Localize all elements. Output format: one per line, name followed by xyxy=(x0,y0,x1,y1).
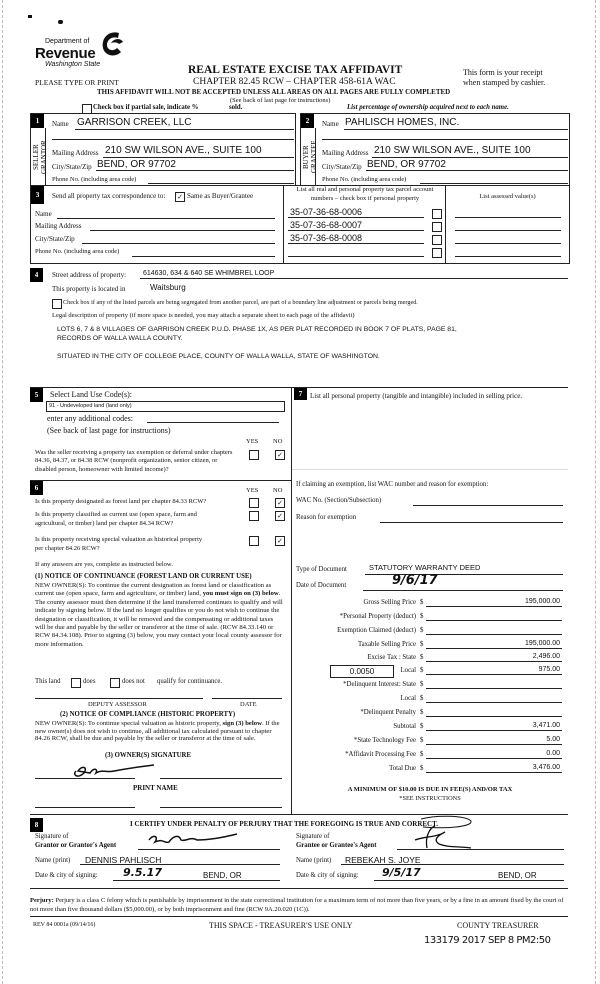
county-treasurer-label: COUNTY TREASURER xyxy=(457,921,539,930)
personal-property-label: List all personal property (tangible and intangible) included in selling price. xyxy=(310,392,523,400)
subtotal-label: Subtotal xyxy=(393,723,416,730)
processing-fee-value: 0.00 xyxy=(546,750,560,757)
scan-speck xyxy=(58,20,63,24)
parcel-field[interactable] xyxy=(288,217,424,218)
page-edge-right xyxy=(595,0,597,984)
section-number: 1 xyxy=(31,114,44,128)
minimum-due-note: A MINIMUM OF $10.00 IS DUE IN FEE(S) AND/OR TAX xyxy=(347,786,513,793)
dor-swoosh-icon xyxy=(99,30,125,58)
current-use-no-checkbox[interactable]: ✓ xyxy=(275,511,285,521)
delinquent-penalty-label: *Delinquent Penalty xyxy=(360,709,416,716)
forest-land-question: Is this property designated as forest land per chapter 84.33 RCW? xyxy=(35,498,207,505)
grantee-sig-label-1: Signature of xyxy=(296,833,330,840)
buyer-mailing-value: 210 SW WILSON AVE., SUITE 100 xyxy=(374,145,531,156)
segregated-label: Check box if any of the listed parcels are being segregated from another parcel, are part of a boundary line adjustment or parcels being merged. xyxy=(63,299,418,306)
grantee-date-label: Date & city of signing: xyxy=(296,872,359,879)
total-due-value: 3,476.00 xyxy=(532,764,560,771)
historic-question-2: per chapter 84.26 RCW? xyxy=(35,545,100,552)
currency-symbol: $ xyxy=(420,751,424,758)
corr-mailing-field[interactable] xyxy=(90,230,275,231)
form-warning: THIS AFFIDAVIT WILL NOT BE ACCEPTED UNLESS ALL AREAS ON ALL PAGES ARE FULLY COMPLETED xyxy=(97,88,451,96)
legal-desc-label: Legal description of property (if more space is needed, you may attach a separate sheet to each page of the affidavit) xyxy=(52,312,355,319)
gross-price-value: 195,000.00 xyxy=(524,598,560,605)
seller-side-tab xyxy=(31,128,46,185)
does-qualify-checkbox[interactable] xyxy=(71,678,81,688)
historic-yes-checkbox[interactable] xyxy=(249,536,259,546)
section-8-top xyxy=(30,814,568,815)
section-number: 2 xyxy=(301,114,314,128)
buyer-name-field[interactable] xyxy=(344,129,568,130)
form-title: REAL ESTATE EXCISE TAX AFFIDAVIT xyxy=(188,64,403,76)
grantee-name-label: Name (print) xyxy=(296,857,332,864)
section-6-top xyxy=(30,480,291,481)
delinquent-interest-state-label: *Delinquent Interest: State xyxy=(343,681,416,688)
no-header: NO xyxy=(273,487,283,494)
wac-field[interactable] xyxy=(413,505,563,506)
grantor-name-label: Name (print) xyxy=(35,857,71,864)
corr-city-field[interactable] xyxy=(82,243,275,244)
grantor-sig-label-1: Signature of xyxy=(35,833,69,840)
wac-label: WAC No. (Section/Subsection) xyxy=(296,497,382,504)
reason-field[interactable] xyxy=(380,522,563,523)
if-yes-note: If any answers are yes, complete as instructed below. xyxy=(35,561,173,568)
grantor-signature-field[interactable] xyxy=(138,849,280,850)
assessed-value-field[interactable] xyxy=(455,243,561,244)
footer-divider xyxy=(30,916,568,917)
assessed-value-field[interactable] xyxy=(455,217,561,218)
seller-name-line2[interactable] xyxy=(52,139,294,140)
buyer-city-field[interactable] xyxy=(366,170,568,171)
ownership-note: List percentage of ownership acquired next to each name. xyxy=(347,104,509,111)
currency-symbol: $ xyxy=(420,627,424,634)
buyer-phone-label: Phone No. (including area code) xyxy=(322,176,407,183)
seller-mailing-label: Mailing Address xyxy=(52,149,99,157)
currency-symbol: $ xyxy=(420,613,424,620)
this-land-label: This land xyxy=(35,678,61,685)
currency-symbol: $ xyxy=(420,709,424,716)
excise-local-label: Local xyxy=(400,667,416,674)
notice-continuance-title: (1) NOTICE OF CONTINUANCE (FOREST LAND OR CURRENT USE) xyxy=(35,573,252,580)
treasurer-use-only: THIS SPACE - TREASURER'S USE ONLY xyxy=(209,921,353,930)
grantor-signature-icon xyxy=(145,830,240,850)
land-use-value: 91 - Undeveloped land (land only) xyxy=(49,403,132,409)
certify-statement: I CERTIFY UNDER PENALTY OF PERJURY THAT THE FOREGOING IS TRUE AND CORRECT. xyxy=(130,820,439,828)
total-due-field[interactable] xyxy=(426,772,562,773)
form-id: REV 84 0001a (09/14/16) xyxy=(33,922,96,928)
legal-desc-line-1: LOTS 6, 7 & 8 VILLAGES OF GARRISON CREEK P.U.D. PHASE 1X, AS PER PLAT RECORDED IN BOOK 7 OF PLATS, PAGE 81, xyxy=(57,326,457,333)
buyer-city-label: City/State/Zip xyxy=(322,163,362,171)
corr-phone-field[interactable] xyxy=(132,256,275,257)
buyer-phone-field[interactable] xyxy=(420,183,568,184)
grantee-city-value: BEND, OR xyxy=(498,871,537,880)
exemption-question: Was the seller receiving a property tax exemption or deferral under chapters 84.36, 84.37, or 84.38 RCW (nonprofit organization, senior citizen, or disabled person, homeowner with limited income)? xyxy=(35,449,233,473)
parcel-number: 35-07-36-68-0007 xyxy=(290,220,363,230)
section-number: 4 xyxy=(30,268,43,282)
does-not-label: does not xyxy=(122,678,145,685)
no-header: NO xyxy=(273,438,283,445)
historic-question-1: Is this property receiving special valuation as historical property xyxy=(35,536,203,543)
exemption-claimed-label: Exemption Claimed (deduct) xyxy=(337,627,416,634)
date-label: DATE xyxy=(240,701,257,708)
assessed-header: List assessed value(s) xyxy=(479,193,536,200)
owner-signature-label: (3) OWNER(S) SIGNATURE xyxy=(105,752,191,759)
parcels-header-1: List all real and personal property tax parcel account xyxy=(296,186,434,193)
parcel-number: 35-07-36-68-0008 xyxy=(290,233,363,243)
processing-fee-label: *Affidavit Processing Fee xyxy=(345,751,416,758)
grantee-signature-icon xyxy=(405,822,475,852)
assessed-value-field[interactable] xyxy=(455,256,561,257)
buyer-name-line2[interactable] xyxy=(322,139,568,140)
receipt-note-2: when stamped by cashier. xyxy=(463,78,546,87)
currency-symbol: $ xyxy=(420,765,424,772)
personal-property-checkbox[interactable] xyxy=(432,222,442,232)
buyer-name-label: Name xyxy=(322,120,339,128)
divider xyxy=(283,186,284,263)
parcel-field[interactable] xyxy=(288,230,424,231)
treasurer-stamp: 133179 2017 SEP 8 PM2:50 xyxy=(424,935,551,946)
taxable-price-label: Taxable Selling Price xyxy=(357,641,416,648)
see-instructions-note: *SEE INSTRUCTIONS xyxy=(399,795,461,802)
reason-label: Reason for exemption xyxy=(296,514,357,521)
please-type-label: PLEASE TYPE OR PRINT xyxy=(35,78,119,87)
grantee-signature-field[interactable] xyxy=(397,849,564,850)
seller-side-label: SELLER GRANTOR xyxy=(32,140,48,174)
excise-state-label: Excise Tax : State xyxy=(367,654,416,661)
exemption-yes-checkbox[interactable] xyxy=(249,450,259,460)
yes-header: YES xyxy=(246,487,259,494)
street-address-label: Street address of property: xyxy=(52,271,127,279)
deputy-assessor-field[interactable] xyxy=(35,698,203,699)
tech-fee-label: *State Technology Fee xyxy=(353,737,416,744)
currency-symbol: $ xyxy=(420,667,424,674)
parcel-field[interactable] xyxy=(288,256,424,257)
tech-fee-value: 5.00 xyxy=(546,736,560,743)
partial-sale-label: Check box if partial sale, indicate % xyxy=(93,104,199,111)
excise-local-value: 975.00 xyxy=(538,666,560,673)
buyer-side-tab xyxy=(301,128,316,185)
does-not-qualify-checkbox[interactable] xyxy=(110,678,120,688)
see-back-instructions: (See back of last page for instructions) xyxy=(47,426,171,435)
personal-property-deduct-field[interactable] xyxy=(426,620,562,621)
yes-header: YES xyxy=(246,438,259,445)
corr-city-label: City/State/Zip xyxy=(35,235,75,243)
doc-date-label: Date of Document xyxy=(296,582,347,589)
grantee-name-value: REBEKAH S. JOYE xyxy=(345,855,421,865)
currency-symbol: $ xyxy=(420,641,424,648)
same-as-buyer-checkbox[interactable]: ✓ xyxy=(175,192,185,202)
excise-state-value: 2,496.00 xyxy=(532,653,560,660)
deputy-assessor-label: DEPUTY ASSESSOR xyxy=(88,701,147,708)
logo-dept-text: Department of xyxy=(45,38,90,45)
currency-symbol: $ xyxy=(420,737,424,744)
does-label: does xyxy=(83,678,96,685)
seller-mailing-field[interactable] xyxy=(103,157,294,158)
seller-name-value: GARRISON CREEK, LLC xyxy=(77,117,192,128)
current-use-question-2: agricultural, or timber) land per chapter 84.34 RCW? xyxy=(35,520,174,527)
seller-name-label: Name xyxy=(52,120,69,128)
grantor-date-label: Date & city of signing: xyxy=(35,872,98,879)
parcels-header-2: numbers – check box if personal property xyxy=(310,195,420,202)
grantee-date-field[interactable] xyxy=(374,880,564,881)
tech-fee-field[interactable] xyxy=(426,744,562,745)
doc-type-label: Type of Document xyxy=(296,566,347,573)
gross-price-label: Gross Selling Price xyxy=(363,599,416,606)
delinquent-penalty-field[interactable] xyxy=(426,716,562,717)
divider xyxy=(445,186,446,263)
corr-phone-label: Phone No. (including area code) xyxy=(35,248,120,255)
seller-mailing-value: 210 SW WILSON AVE., SUITE 100 xyxy=(105,145,262,156)
assessed-value-field[interactable] xyxy=(455,230,561,231)
seller-name-field[interactable] xyxy=(75,129,294,130)
perjury-notice: Perjury: Perjury is a class C felony which is punishable by imprisonment in the state correctional institution for a maximum term of not more than five years, or by a fine in an amount fixed by the court of not more than five thousand dollars ($5,000.00), or by both imprisonment and fine (RCW 9A.20.020 (1C)). xyxy=(30,897,564,913)
currency-symbol: $ xyxy=(420,695,424,702)
partial-sale-sold: sold. xyxy=(229,104,243,111)
print-name-label: PRINT NAME xyxy=(133,784,178,792)
historic-no-checkbox[interactable]: ✓ xyxy=(275,536,285,546)
buyer-name-value: PAHLISCH HOMES, INC. xyxy=(345,117,460,128)
currency-symbol: $ xyxy=(420,654,424,661)
seller-phone-field[interactable] xyxy=(148,183,294,184)
section-8-bottom xyxy=(30,888,568,889)
grantee-sig-label-2: Grantee or Grantee's Agent xyxy=(296,842,377,849)
current-use-yes-checkbox[interactable] xyxy=(249,511,259,521)
see-back-note: (See back of last page for instructions) xyxy=(230,97,331,104)
exemption-claim-label: If claiming an exemption, list WAC number and reason for exemption: xyxy=(296,481,489,488)
delinquent-interest-state-field[interactable] xyxy=(426,688,562,689)
qualify-label: qualify for continuance. xyxy=(157,678,223,685)
section-number: 3 xyxy=(31,186,44,204)
local-rate-value: 0.0050 xyxy=(349,667,375,676)
taxable-price-value: 195,000.00 xyxy=(524,640,560,647)
personal-property-checkbox[interactable] xyxy=(432,248,442,258)
send-correspondence-label: Send all property tax correspondence to: xyxy=(52,192,166,200)
print-name-field-2[interactable] xyxy=(160,807,282,808)
local-rate-box[interactable] xyxy=(330,665,394,678)
legal-desc-line-2: RECORDS OF WALLA WALLA COUNTY. xyxy=(57,335,183,342)
additional-codes-field[interactable] xyxy=(147,422,279,423)
forest-yes-checkbox[interactable] xyxy=(249,498,259,508)
land-use-label: Select Land Use Code(s): xyxy=(50,390,132,399)
buyer-city-value: BEND, OR 97702 xyxy=(367,159,446,170)
doc-type-value: STATUTORY WARRANTY DEED xyxy=(369,563,481,572)
print-name-field[interactable] xyxy=(35,807,135,808)
segregated-checkbox[interactable] xyxy=(52,299,62,309)
seller-city-value: BEND, OR 97702 xyxy=(97,159,176,170)
doc-date-value: 9/6/17 xyxy=(392,573,438,588)
dor-logo xyxy=(33,30,128,70)
seller-city-field[interactable] xyxy=(96,170,294,171)
form-chapter: CHAPTER 82.45 RCW – CHAPTER 458-61A WAC xyxy=(193,77,396,87)
street-address-field[interactable] xyxy=(140,278,568,279)
currency-symbol: $ xyxy=(420,599,424,606)
grantor-date-field[interactable] xyxy=(113,880,280,881)
located-in-value: Waitsburg xyxy=(150,283,186,292)
notice-compliance-title: (2) NOTICE OF COMPLIANCE (HISTORIC PROPERTY) xyxy=(60,711,236,718)
grantee-date-value: 9/5/17 xyxy=(382,866,421,879)
grantor-date-value: 9.5.17 xyxy=(123,866,162,879)
processing-fee-field[interactable] xyxy=(426,758,562,759)
logo-revenue-text: Revenue xyxy=(35,45,96,62)
delinquent-interest-local-label: Local xyxy=(400,695,416,702)
page-edge-left xyxy=(2,0,4,984)
legal-desc-line-3: SITUATED IN THE CITY OF COLLEGE PLACE, COUNTY OF WALLA WALLA, STATE OF WASHINGTON. xyxy=(57,353,380,360)
located-in-label: This property is located in xyxy=(52,285,126,293)
scan-speck xyxy=(28,15,32,18)
exemption-no-checkbox[interactable]: ✓ xyxy=(275,450,285,460)
excise-state-field[interactable] xyxy=(426,661,562,662)
additional-codes-label: enter any additional codes: xyxy=(47,414,133,423)
buyer-mailing-field[interactable] xyxy=(372,157,568,158)
excise-local-field[interactable] xyxy=(426,674,562,675)
currency-symbol: $ xyxy=(420,723,424,730)
current-use-question-1: Is this property classified as current use (open space, farm and xyxy=(35,511,197,518)
forest-no-checkbox[interactable]: ✓ xyxy=(275,498,285,508)
doc-date-field[interactable] xyxy=(363,590,563,591)
delinquent-interest-local-field[interactable] xyxy=(426,702,562,703)
personal-property-checkbox[interactable] xyxy=(432,235,442,245)
street-address-value: 614630, 634 & 640 SE WHIMBREL LOOP xyxy=(143,270,275,277)
seller-city-label: City/State/Zip xyxy=(52,163,92,171)
owner-signature-field[interactable] xyxy=(35,778,135,779)
notice-continuance-body: NEW OWNER(S): To continue the current designation as forest land or classification as current use (open space, farm and agriculture, or timber) land, you must sign on (3) below. The county assessor must then determine if the land transferred continues to qualify and will indicate by signing below. If the land no longer qualifies or you do not wish to continue the designation or classification, it will be removed and the compensating or additional taxes will be due and payable by the seller or transferor at the time of sale. (RCW 84.33.140 or RCW 84.34.108). Prior to signing (3) below, you may contact your local county assessor for more information. xyxy=(35,582,283,648)
subtotal-value: 3,471.00 xyxy=(532,722,560,729)
subtotal-field[interactable] xyxy=(426,730,562,731)
grantor-city-value: BEND, OR xyxy=(203,871,242,880)
personal-property-deduct-label: *Personal Property (deduct) xyxy=(339,613,416,620)
grantor-sig-label-2: Grantor or Grantor's Agent xyxy=(35,842,117,849)
gross-price-field[interactable] xyxy=(426,606,562,607)
corr-mailing-label: Mailing Address xyxy=(35,222,82,230)
taxable-price-field[interactable] xyxy=(426,648,562,649)
exemption-claimed-field[interactable] xyxy=(426,634,562,635)
land-use-select[interactable] xyxy=(46,401,285,412)
parcel-number: 35-07-36-68-0006 xyxy=(290,207,363,217)
assessor-date-field[interactable] xyxy=(212,698,282,699)
divider xyxy=(292,469,568,470)
corr-name-field[interactable] xyxy=(57,218,275,219)
personal-property-checkbox[interactable] xyxy=(432,209,442,219)
section-number: 5 xyxy=(30,388,43,402)
owner-signature-field-2[interactable] xyxy=(160,778,282,779)
section-number: 6 xyxy=(30,481,43,495)
logo-state-text: Washington State xyxy=(45,61,101,68)
parcel-field[interactable] xyxy=(288,243,424,244)
buyer-mailing-label: Mailing Address xyxy=(322,149,369,157)
currency-symbol: $ xyxy=(420,681,424,688)
same-as-buyer-label: Same as Buyer/Grantee xyxy=(187,192,254,200)
notice-compliance-body: NEW OWNER(S): To continue special valuation as historic property, sign (3) below. If the new owner(s) does not wish to continue, all additional tax calculated pursuant to chapter 84.26 RCW, shall be due and payable by the seller or transferor at the time of sale. xyxy=(35,720,280,743)
column-divider xyxy=(291,387,292,814)
corr-name-label: Name xyxy=(35,210,52,218)
receipt-note-1: This form is your receipt xyxy=(463,68,543,77)
total-due-label: Total Due xyxy=(389,765,416,772)
section-number: 8 xyxy=(30,818,43,832)
section-number: 7 xyxy=(294,388,307,400)
buyer-side-label: BUYER GRANTEE xyxy=(302,140,318,174)
grantor-name-value: DENNIS PAHLISCH xyxy=(85,855,162,865)
seller-phone-label: Phone No. (including area code) xyxy=(52,176,137,183)
